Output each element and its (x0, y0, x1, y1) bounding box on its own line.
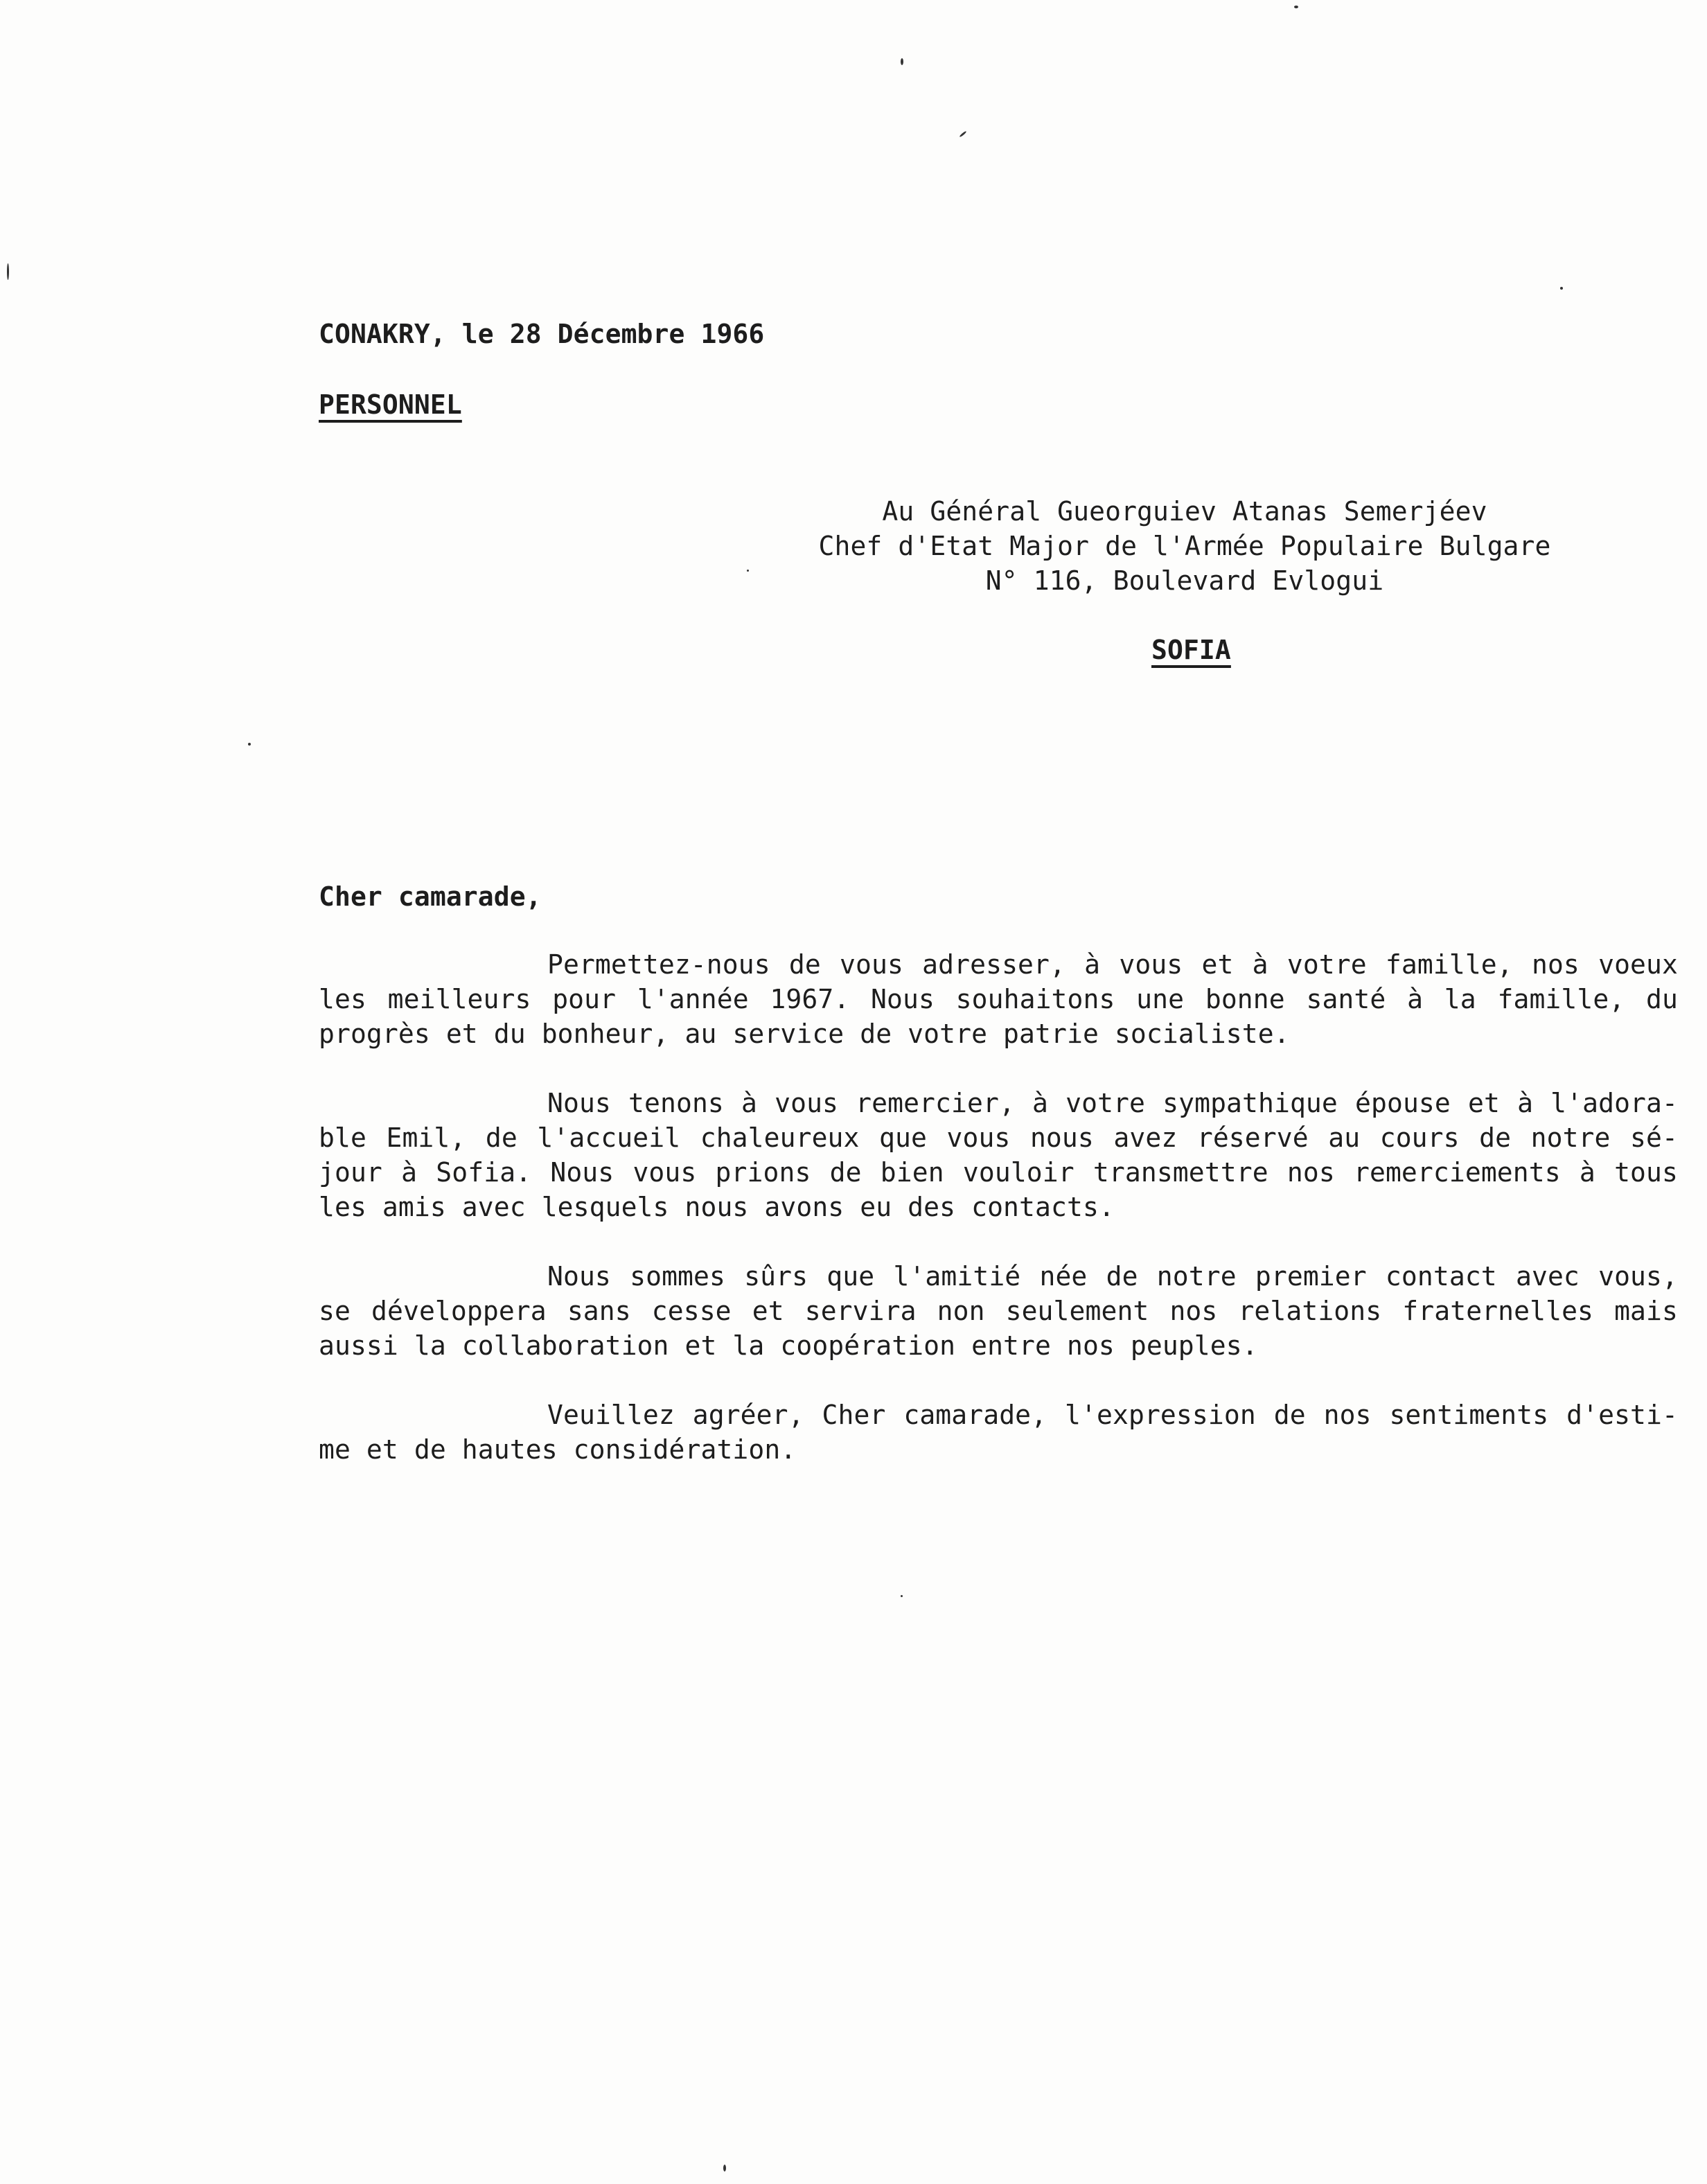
scan-speck (1294, 6, 1298, 8)
scan-speck (248, 743, 251, 746)
scan-speck (723, 2165, 726, 2172)
paragraph-line: Permettez-nous de vous adresser, à vous et à votre famille, nos voeux (547, 949, 1678, 980)
paragraph-line: se développera sans cesse et servira non seulement nos relations fraternelles mais (319, 1296, 1678, 1326)
scan-speck (959, 130, 966, 137)
scan-speck (901, 1595, 903, 1597)
scan-speck (1560, 287, 1563, 290)
dateline: CONAKRY, le 28 Décembre 1966 (319, 319, 765, 349)
paragraph-line: Nous sommes sûrs que l'amitié née de notre premier contact avec vous, (547, 1261, 1678, 1292)
recipient-title: Chef d'Etat Major de l'Armée Populaire Bulgare (818, 531, 1551, 561)
paragraph-line: me et de hautes considération. (319, 1434, 797, 1465)
paragraph-line: ble Emil, de l'accueil chaleureux que vous nous avez réservé au cours de notre sé- (319, 1122, 1678, 1153)
recipient-address: N° 116, Boulevard Evlogui (985, 565, 1384, 596)
salutation: Cher camarade, (319, 881, 542, 912)
recipient-city: SOFIA (1151, 635, 1231, 665)
classification-label: PERSONNEL (319, 389, 462, 420)
paragraph-line: Veuillez agréer, Cher camarade, l'expression de nos sentiments d'esti- (547, 1400, 1678, 1430)
paragraph-line: progrès et du bonheur, au service de votre patrie socialiste. (319, 1019, 1290, 1049)
paragraph-line: les meilleurs pour l'année 1967. Nous souhaitons une bonne santé à la famille, du (319, 984, 1678, 1014)
paragraph-line: Nous tenons à vous remercier, à votre sympathique épouse et à l'adora- (547, 1088, 1678, 1118)
scan-speck (747, 570, 749, 572)
scan-speck (901, 58, 903, 65)
paragraph-line: jour à Sofia. Nous vous prions de bien vouloir transmettre nos remerciements à tous (319, 1157, 1678, 1188)
paragraph-line: aussi la collaboration et la coopération entre nos peuples. (319, 1330, 1258, 1361)
paragraph-line: les amis avec lesquels nous avons eu des contacts. (319, 1192, 1115, 1222)
scan-speck (7, 263, 9, 280)
recipient-name: Au Général Gueorguiev Atanas Semerjéev (882, 496, 1487, 527)
